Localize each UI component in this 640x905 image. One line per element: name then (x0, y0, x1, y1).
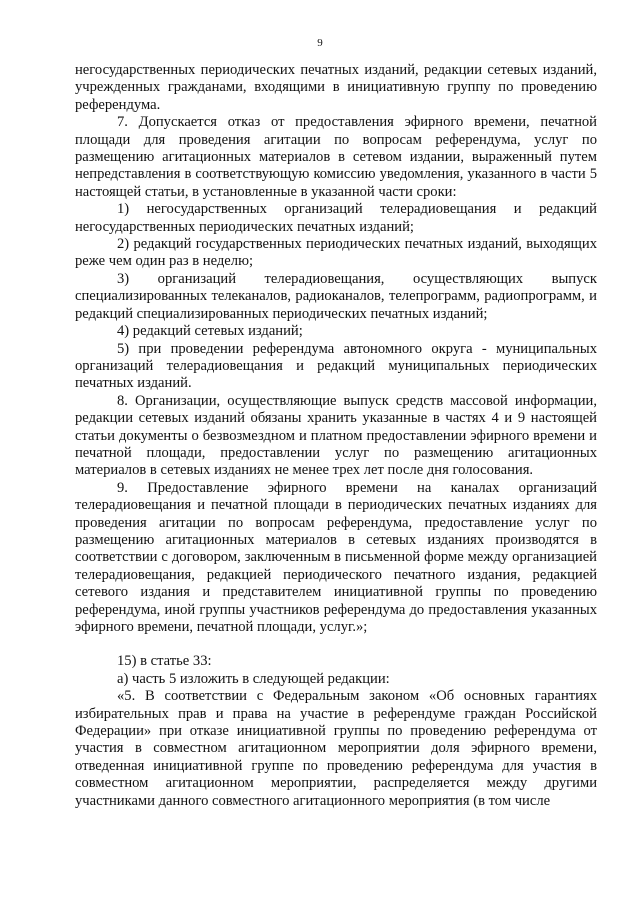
page-number: 9 (317, 37, 323, 49)
amendment-text-part-5: «5. В соответствии с Федеральным законом «Об основных гарантиях избирательных прав и права на участие в референдуме граждан Российской Федерации» при отказе инициативной группы по проведению референдума от участия в совместном агитационном мероприятии доля эфирного времени, отведенная инициативной группе по проведению референдума для участия в совместном агитационном мероприятии, распределяется между другими участниками данного совместного агитационного мероприятия (в том числе (75, 688, 597, 809)
paragraph-part-9: 9. Предоставление эфирного времени на каналах организаций телерадиовещания и печатной площади в периодических печатных изданиях для проведения агитации по вопросам референдума, предоставление услуг по размещению агитационных материалов в сетевых изданиях производятся в соответствии с договором, заключенным в письменной форме между организацией телерадиовещания, редакцией периодического печатного издания, редакцией сетевого издания и представителем инициативной группы по проведению референдума, иной группы участников референдума до предоставления указанных эфирного времени, печатной площади, услуг.»; (75, 479, 597, 635)
list-item-1: 1) негосударственных организаций телерадиовещания и редакций негосударственных периодических печатных изданий; (75, 201, 597, 235)
list-item-3: 3) организаций телерадиовещания, осуществляющих выпуск специализированных телеканалов, радиоканалов, телепрограмм, радиопрограмм, и редакций специализированных периодических печатных изданий; (75, 270, 597, 322)
paragraph-part-7: 7. Допускается отказ от предоставления эфирного времени, печатной площади для проведения агитации по вопросам референдума, услуг по размещению агитационных материалов в сетевом издании, выраженный путем непредставления в соответствующую комиссию уведомления, указанного в части 5 настоящей статьи, в установленные в указанной части сроки: (75, 114, 597, 200)
paragraph-gap (75, 636, 597, 653)
list-item-4: 4) редакций сетевых изданий; (117, 323, 303, 340)
document-body (75, 62, 597, 810)
paragraph-continuation: негосударственных периодических печатных изданий, редакции сетевых изданий, учрежденных гражданами, входящими в инициативную группу по проведению референдума. (75, 62, 597, 113)
paragraph-part-8: 8. Организации, осуществляющие выпуск средств массовой информации, редакции сетевых изданий обязаны хранить указанные в частях 4 и 9 настоящей статьи документы о безвозмездном и платном предоставлении эфирного времени и печатной площади, предоставлении услуг по размещению агитационных материалов в сетевых изданиях не менее трех лет после дня голосования. (75, 392, 597, 479)
list-item-2: 2) редакций государственных периодических печатных изданий, выходящих реже чем один раз в неделю; (75, 236, 597, 270)
list-item-5: 5) при проведении референдума автономного округа - муниципальных организаций телерадиовещания и редакций муниципальных периодических печатных изданий. (75, 340, 597, 392)
amendment-subitem-a: а) часть 5 изложить в следующей редакции: (117, 670, 390, 687)
amendment-item-15: 15) в статье 33: (117, 653, 212, 670)
